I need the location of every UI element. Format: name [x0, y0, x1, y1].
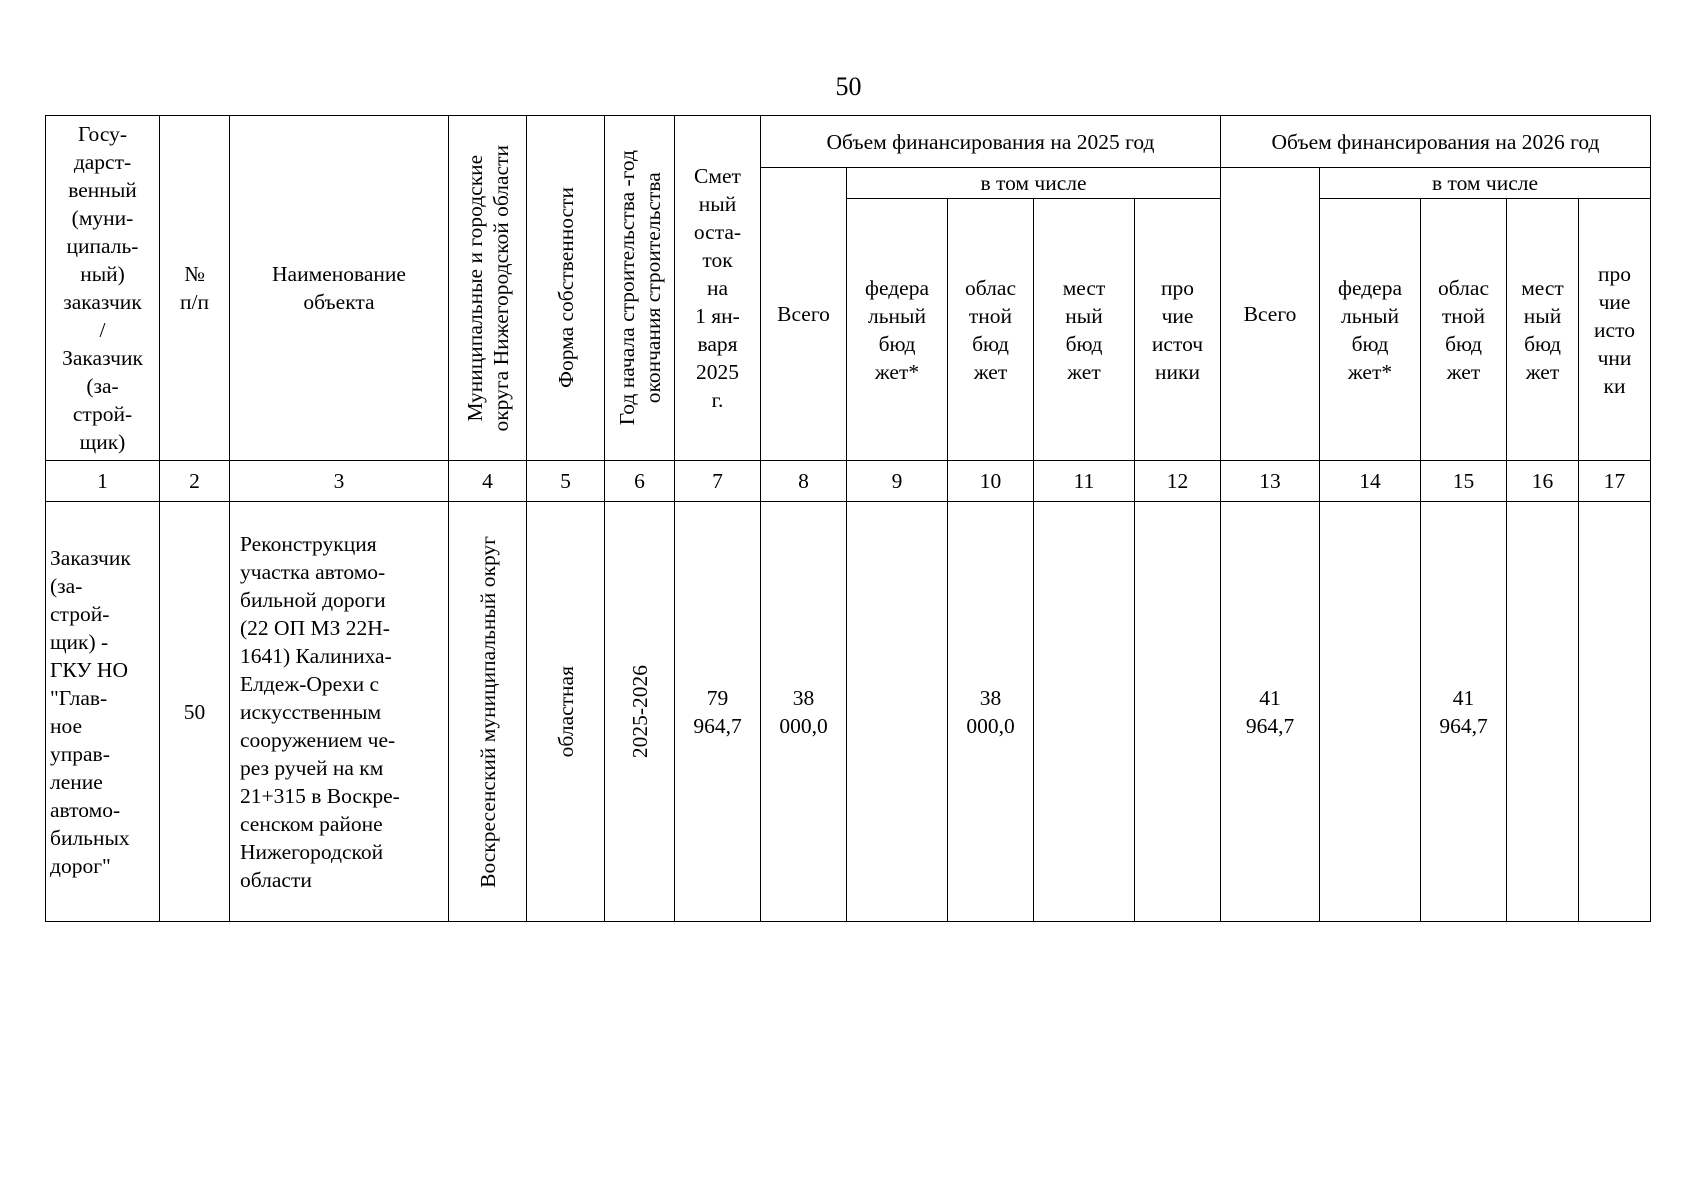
cell-federal-2026 — [1320, 502, 1421, 922]
column-number: 10 — [948, 461, 1034, 502]
financing-table — [45, 115, 1651, 922]
column-number: 15 — [1421, 461, 1507, 502]
header-regional-2025: облас тной бюд жет — [948, 199, 1034, 461]
header-financing-2026: Объем финансирования на 2026 год — [1221, 116, 1651, 168]
cell-total-2026: 41 964,7 — [1221, 502, 1320, 922]
cell-years-text: 2025-2026 — [627, 664, 652, 759]
header-customer: Госу- дарст- венный (муни- ципаль- ный) заказчик / Заказчик (за- строй- щик) — [46, 116, 160, 461]
table-row — [46, 502, 1651, 922]
column-number: 8 — [761, 461, 847, 502]
column-number: 16 — [1507, 461, 1579, 502]
header-local-2025: мест ный бюд жет — [1034, 199, 1135, 461]
header-federal-2025: федера льный бюд жет* — [847, 199, 948, 461]
cell-customer: Заказчик (за- строй- щик) - ГКУ НО "Глав- ное управ- ление автомо- бильных дорог" — [46, 502, 160, 922]
column-number: 6 — [605, 461, 675, 502]
header-including-2025: в том числе — [847, 168, 1221, 199]
header-regional-2026: облас тной бюд жет — [1421, 199, 1507, 461]
column-number: 14 — [1320, 461, 1421, 502]
page-number: 50 — [835, 72, 862, 101]
header-years-text: Год начала строительства -год окончания строительства — [614, 150, 665, 426]
header-federal-2026: федера льный бюд жет* — [1320, 199, 1421, 461]
column-number: 11 — [1034, 461, 1135, 502]
header-municipalities — [449, 116, 527, 461]
cell-remaining: 79 964,7 — [675, 502, 761, 922]
header-financing-2025: Объем финансирования на 2025 год — [761, 116, 1221, 168]
cell-municipality — [449, 502, 527, 922]
header-local-2026: мест ный бюд жет — [1507, 199, 1579, 461]
cell-local-2026 — [1507, 502, 1579, 922]
cell-ownership — [527, 502, 605, 922]
header-municipalities-text: Муниципальные и городские округа Нижегородской области — [462, 144, 513, 432]
header-including-2026: в том числе — [1320, 168, 1651, 199]
cell-object-name: Реконструкция участка автомо- бильной дороги (22 ОП МЗ 22Н- 1641) Калиниха- Елдеж-Орехи с искусственным сооружением че- рез ручей на км 21+315 в Воскре- сенском районе Нижегородской области — [230, 502, 449, 922]
cell-other-2026 — [1579, 502, 1651, 922]
header-total-2025: Всего — [761, 168, 847, 461]
column-number: 3 — [230, 461, 449, 502]
header-other-2025: про чие источ ники — [1135, 199, 1221, 461]
header-remaining: Смет ный оста- ток на 1 ян- варя 2025 г. — [675, 116, 761, 461]
cell-local-2025 — [1034, 502, 1135, 922]
header-ownership-text: Форма собственности — [553, 187, 578, 389]
header-total-2026: Всего — [1221, 168, 1320, 461]
cell-regional-2025: 38 000,0 — [948, 502, 1034, 922]
header-years — [605, 116, 675, 461]
header-object-name: Наименование объекта — [230, 116, 449, 461]
column-number: 1 — [46, 461, 160, 502]
column-number: 9 — [847, 461, 948, 502]
column-number-row — [46, 461, 1651, 502]
column-number: 7 — [675, 461, 761, 502]
header-ownership — [527, 116, 605, 461]
column-number: 12 — [1135, 461, 1221, 502]
cell-total-2025: 38 000,0 — [761, 502, 847, 922]
cell-other-2025 — [1135, 502, 1221, 922]
column-number: 2 — [160, 461, 230, 502]
cell-ownership-text: областная — [553, 665, 578, 758]
column-number: 4 — [449, 461, 527, 502]
cell-regional-2026: 41 964,7 — [1421, 502, 1507, 922]
cell-municipality-text: Воскресенский муниципальный округ — [475, 535, 500, 888]
column-number: 5 — [527, 461, 605, 502]
cell-years — [605, 502, 675, 922]
cell-number: 50 — [160, 502, 230, 922]
column-number: 17 — [1579, 461, 1651, 502]
header-other-2026: про чие исто чни ки — [1579, 199, 1651, 461]
header-number: № п/п — [160, 116, 230, 461]
cell-federal-2025 — [847, 502, 948, 922]
column-number: 13 — [1221, 461, 1320, 502]
